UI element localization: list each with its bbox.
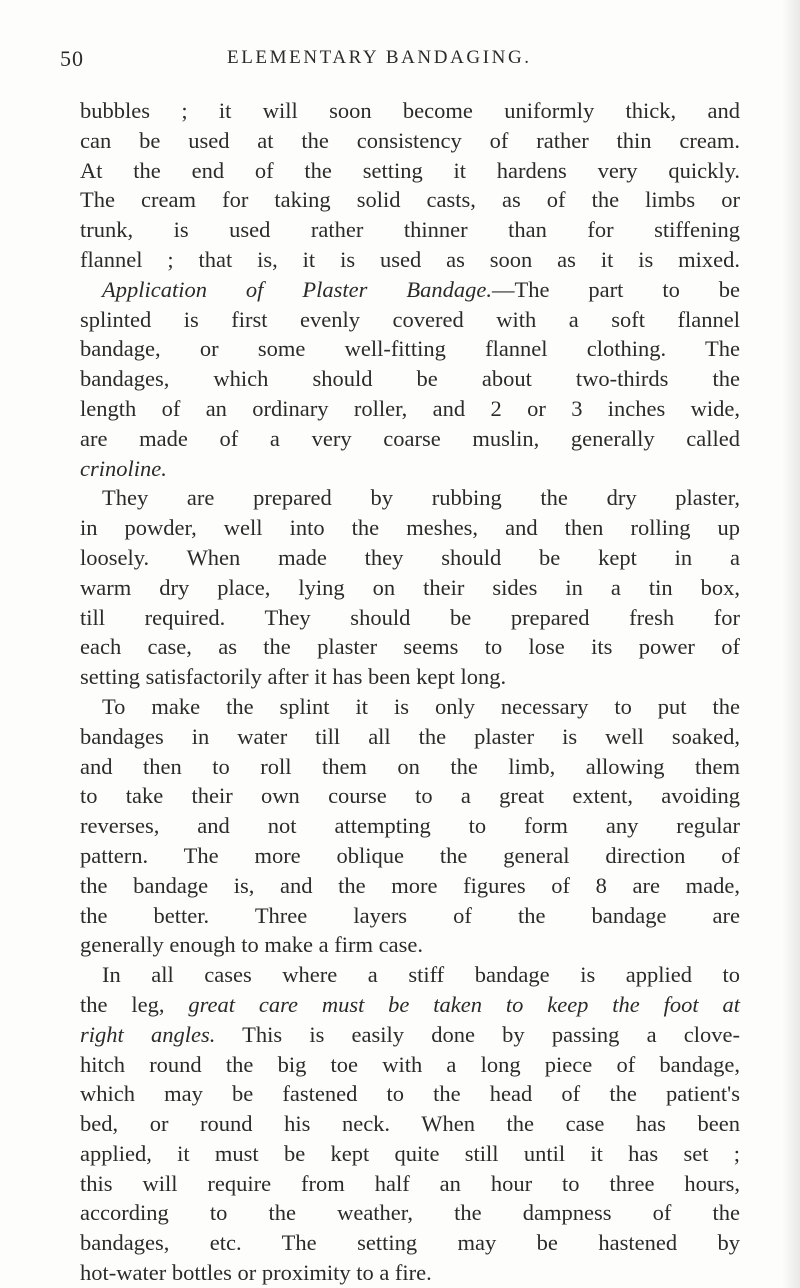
text-line: [80, 275, 740, 305]
page-edge-shadow: [782, 0, 800, 1288]
page-number: 50: [60, 46, 84, 71]
page-header: [60, 46, 760, 86]
text-segment: pattern. The more oblique the general direction of: [80, 842, 740, 868]
text-line: [80, 126, 740, 156]
text-line: [80, 1020, 740, 1050]
text-segment: bandages, which should be about two-thirds the: [80, 366, 740, 392]
italic-text: Application of Plaster Bandage.: [102, 276, 492, 302]
text-line: [80, 96, 740, 126]
text-segment: —The part to be: [491, 276, 741, 302]
text-line: [80, 1109, 740, 1139]
text-segment: reverses, and not attempting to form any regular: [80, 813, 740, 839]
text-line: [80, 722, 740, 752]
text-line: [80, 483, 740, 513]
text-line: [80, 811, 740, 841]
text-line: [80, 305, 740, 335]
text-line: [80, 215, 740, 245]
text-line: [80, 1139, 740, 1169]
text-line: [80, 930, 740, 960]
text-line: [80, 662, 740, 692]
text-line: [80, 603, 740, 633]
text-segment: flannel ; that is, it is used as soon as it is mixed.: [80, 246, 740, 272]
text-line: [80, 960, 740, 990]
text-line: [80, 1258, 740, 1288]
text-line: [80, 901, 740, 931]
text-segment: bubbles ; it will soon become uniformly thick, and: [80, 98, 740, 123]
text-segment: warm dry place, lying on their sides in a tin box,: [80, 574, 740, 600]
text-segment: and then to roll them on the limb, allowing them: [80, 753, 740, 779]
italic-text: crinoline.: [80, 455, 167, 481]
text-segment: generally enough to make a firm case.: [80, 932, 423, 958]
text-line: [80, 394, 740, 424]
text-segment: are made of a very coarse muslin, generally called: [80, 425, 740, 451]
text-line: [80, 632, 740, 662]
text-segment: applied, it must be kept quite still until it has set ;: [80, 1140, 740, 1166]
text-line: [80, 752, 740, 782]
text-line: [80, 424, 740, 454]
text-segment: in powder, well into the meshes, and then rolling up: [80, 515, 740, 541]
text-line: [80, 1079, 740, 1109]
text-line: [80, 871, 740, 901]
text-segment: bandages in water till all the plaster is well soaked,: [80, 723, 740, 749]
text-line: [80, 1198, 740, 1228]
text-segment: At the end of the setting it hardens very quickly.: [80, 157, 740, 183]
text-line: [80, 841, 740, 871]
text-line: [80, 692, 740, 722]
text-line: [80, 513, 740, 543]
text-line: [80, 1228, 740, 1258]
text-line: [80, 156, 740, 186]
text-segment: This is easily done by passing a clove-: [215, 1021, 740, 1047]
text-line: [80, 364, 740, 394]
text-line: [80, 781, 740, 811]
text-segment: trunk, is used rather thinner than for stiffening: [80, 217, 740, 243]
text-segment: this will require from half an hour to three hours,: [80, 1170, 740, 1196]
text-segment: They are prepared by rubbing the dry plaster,: [102, 485, 740, 511]
text-segment: the leg,: [80, 991, 189, 1017]
running-head: ELEMENTARY BANDAGING.: [227, 47, 532, 68]
text-segment: hitch round the big toe with a long piece of bandage,: [80, 1051, 740, 1077]
text-segment: loosely. When made they should be kept in a: [80, 544, 740, 570]
text-line: [80, 185, 740, 215]
text-segment: the bandage is, and the more figures of 8 are made,: [80, 872, 740, 898]
text-segment: In all cases where a stiff bandage is applied to: [102, 962, 740, 988]
text-segment: which may be fastened to the head of the patient's: [80, 1081, 740, 1107]
text-segment: splinted is first evenly covered with a soft flannel: [80, 306, 740, 332]
italic-text: right angles.: [80, 1021, 216, 1047]
text-line: [80, 1050, 740, 1080]
text-line: [80, 334, 740, 364]
text-segment: The cream for taking solid casts, as of the limbs or: [80, 187, 740, 213]
italic-text: great care must be taken to keep the foot at: [188, 991, 740, 1017]
text-line: [80, 1169, 740, 1199]
text-segment: till required. They should be prepared fresh for: [80, 604, 740, 630]
text-segment: hot-water bottles or proximity to a fire.: [80, 1260, 432, 1286]
text-segment: To make the splint it is only necessary to put the: [102, 693, 740, 719]
text-line: [80, 454, 740, 484]
body-text: [80, 96, 740, 1288]
text-segment: length of an ordinary roller, and 2 or 3 inches wide,: [80, 395, 740, 421]
text-segment: according to the weather, the dampness of the: [80, 1200, 740, 1226]
text-line: [80, 573, 740, 603]
text-segment: the better. Three layers of the bandage are: [80, 902, 740, 928]
text-segment: each case, as the plaster seems to lose its power of: [80, 634, 740, 660]
text-line: [80, 990, 740, 1020]
text-segment: setting satisfactorily after it has been kept long.: [80, 664, 507, 690]
text-segment: can be used at the consistency of rather thin cream.: [80, 127, 740, 153]
text-line: [80, 245, 740, 275]
text-line: [80, 543, 740, 573]
text-segment: bandages, etc. The setting may be hastened by: [80, 1230, 740, 1256]
text-segment: bed, or round his neck. When the case has been: [80, 1111, 740, 1137]
text-segment: to take their own course to a great extent, avoiding: [80, 783, 740, 809]
text-segment: bandage, or some well-fitting flannel clothing. The: [80, 336, 740, 362]
